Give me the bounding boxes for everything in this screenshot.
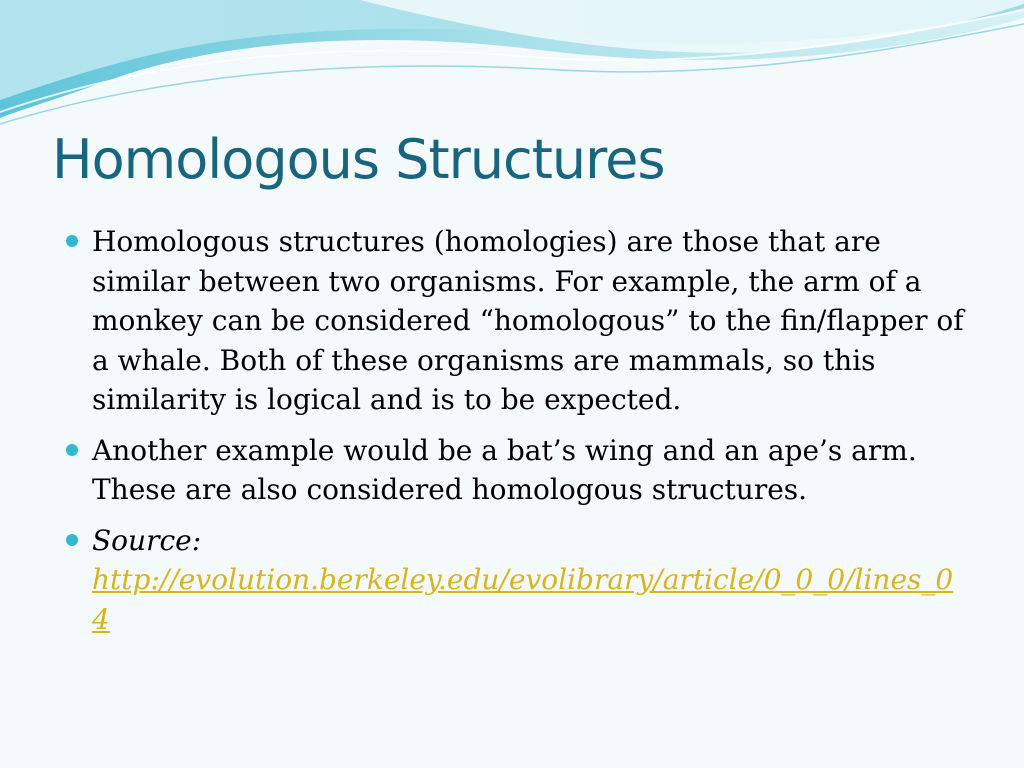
bullet-text: Homologous structures (homologies) are those that are similar between two organisms. For example, the arm of a monkey can be considered “homologous” to the fin/flapper of a whale. Both of these organisms are mammals, so this similarity is logical and is to be expected. (92, 225, 964, 416)
bullet-dot-icon (66, 444, 78, 456)
bullet-list (64, 222, 964, 650)
slide-title: Homologous Structures (52, 128, 665, 191)
bullet-item (64, 222, 964, 420)
bullet-text: Another example would be a bat’s wing and an ape’s arm. These are also considered homologous structures. (92, 433, 917, 506)
header-wave-decoration (0, 0, 1024, 130)
source-label: Source: (92, 523, 202, 557)
bullet-item-source (64, 521, 964, 640)
bullet-dot-icon (66, 235, 78, 247)
bullet-item (64, 431, 964, 510)
source-link[interactable]: http://evolution.berkeley.edu/evolibrary/article/0_0_0/lines_04 (92, 563, 954, 636)
bullet-dot-icon (66, 534, 78, 546)
